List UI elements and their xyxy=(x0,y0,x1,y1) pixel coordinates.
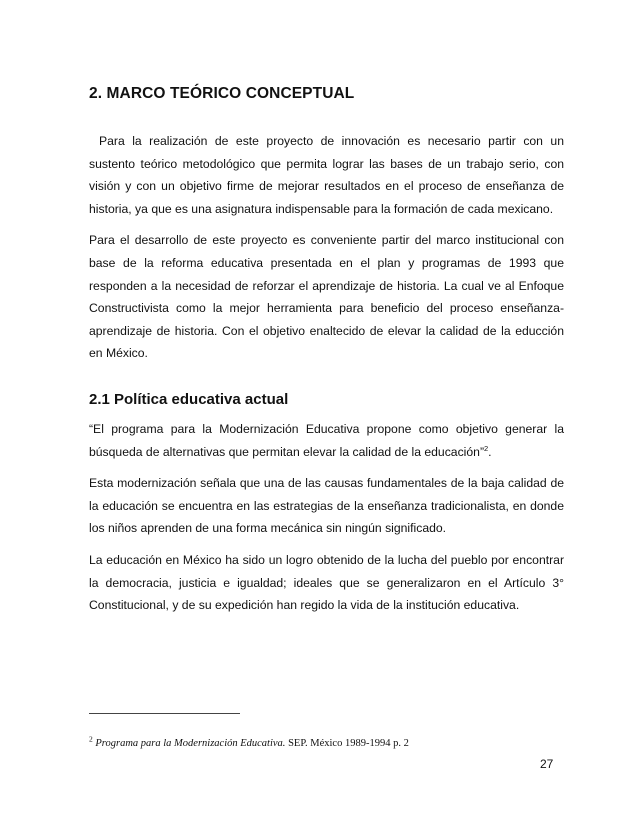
footnote-separator xyxy=(89,713,240,714)
section-spacer xyxy=(89,374,564,391)
paragraph-intro: Para la realización de este proyecto de innovación es necesario partir con un sustento teórico metodológico que permita lograr las bases de un trabajo serio, con visión y con un objetivo firme de mejorar resultados en el proceso de enseñanza de historia, ya que es una asignatura indispensable para la formación de cada mexicano. xyxy=(89,134,564,216)
quote-end: . xyxy=(488,444,492,459)
quote-text: “El programa para la Modernización Educativa propone como objetivo generar la búsqueda de alternativas que permitan elevar la calidad de la educación” xyxy=(89,421,564,459)
section-heading: 2. MARCO TEÓRICO CONCEPTUAL xyxy=(89,85,355,102)
footnote-reference[interactable]: 2 xyxy=(484,443,489,453)
footnote-mark: 2 xyxy=(89,734,93,744)
page-number: 27 xyxy=(540,757,554,771)
paragraph-institutional: Para el desarrollo de este proyecto es conveniente partir del marco institucional con base de la reforma educativa presentada en el plan y programas de 1993 que responden a la necesidad de reforzar el aprendizaje de historia. La cual ve al Enfoque Constructivista como la mejor herramienta para beneficio del proceso enseñanza-aprendizaje de historia. Con el objetivo enaltecido de elevar la calidad de la educción en México. xyxy=(89,233,564,361)
paragraph-quote xyxy=(89,418,564,463)
page-content xyxy=(89,85,564,626)
footnote xyxy=(89,734,569,749)
footnote-title: Programa para la Modernización Educativa. xyxy=(95,738,286,749)
paragraph-history: La educación en México ha sido un logro obtenido de la lucha del pueblo por encontrar la democracia, justicia e igualdad; ideales que se generalizaron en el Artículo 3° Constitucional, y de su expedición han regido la vida de la institución educativa. xyxy=(89,552,564,613)
paragraph-modernization: Esta modernización señala que una de las causas fundamentales de la baja calidad de la educación se encuentra en las estrategias de la enseñanza tradicionalista, en donde los niños aprenden de una forma mecánica sin ningún significado. xyxy=(89,476,564,536)
subsection-heading: 2.1 Política educativa actual xyxy=(89,390,289,408)
footnote-details: SEP. México 1989-1994 p. 2 xyxy=(285,738,409,749)
